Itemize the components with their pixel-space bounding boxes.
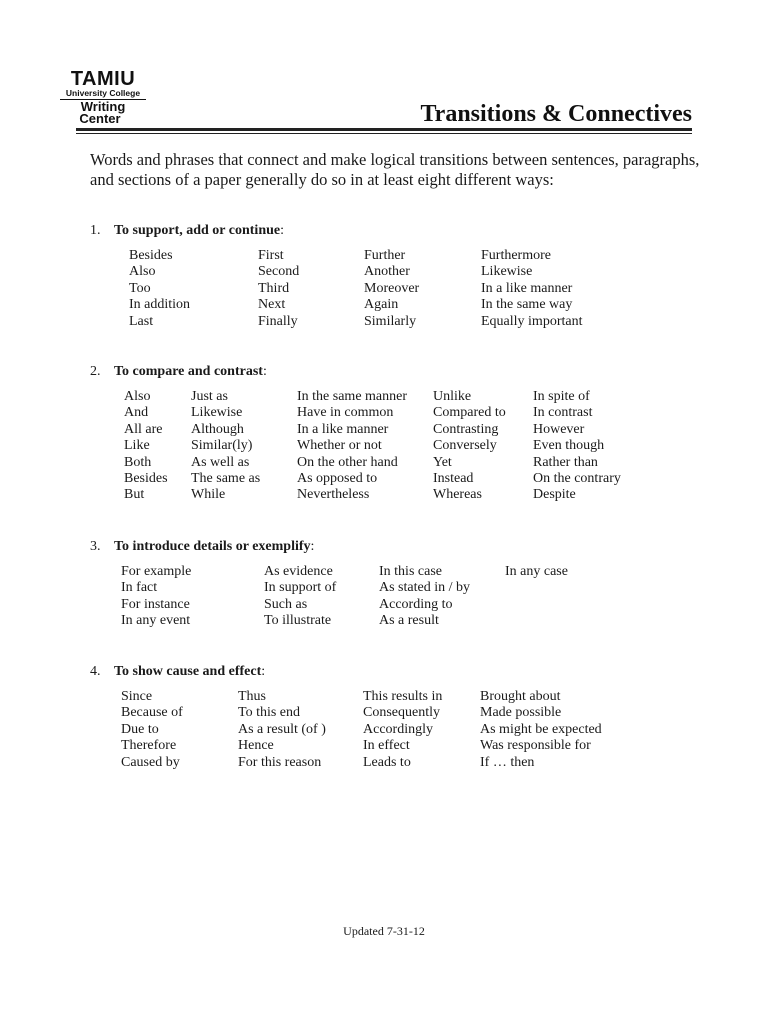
transition-word: Also [129, 264, 156, 280]
section-heading-colon: : [261, 664, 266, 679]
transition-word: Because of [121, 705, 183, 721]
word-column [129, 248, 190, 330]
section-heading-text: To show cause and effect [114, 664, 262, 679]
word-column [533, 389, 621, 504]
transition-word: Accordingly [363, 721, 433, 737]
transition-word: As well as [191, 454, 250, 470]
logo-wordmark: TAMIU [70, 68, 136, 90]
transition-word: Since [121, 689, 153, 704]
word-column [121, 564, 191, 630]
transition-word: Also [124, 389, 151, 404]
transition-word: Caused by [121, 754, 180, 770]
header-rule-thick [76, 128, 692, 131]
word-column [124, 389, 168, 504]
transition-word: Although [191, 421, 244, 437]
transition-word: Such as [264, 596, 308, 612]
updated-date-footer: Updated 7-31-12 [343, 924, 425, 938]
transition-word: Likewise [481, 264, 533, 280]
transition-word: Further [364, 248, 406, 263]
word-column [238, 689, 326, 771]
transition-word: This results in [363, 689, 443, 704]
transition-word: However [533, 421, 585, 437]
transition-word: While [191, 487, 226, 503]
transition-word: Consequently [363, 705, 440, 721]
section-number: 1. [90, 223, 101, 238]
transition-word: In any event [121, 613, 191, 629]
word-column [191, 389, 260, 504]
transition-word: Furthermore [481, 248, 551, 263]
transition-word: Like [124, 438, 150, 454]
logo-subtitle: University College [60, 89, 146, 100]
word-column [121, 689, 183, 771]
transition-word: Just as [191, 389, 228, 404]
transition-word: Made possible [480, 705, 562, 721]
transition-word: Was responsible for [480, 738, 591, 754]
transition-word: For instance [121, 596, 190, 612]
word-columns [90, 564, 568, 630]
transition-word: In the same manner [297, 389, 408, 404]
section-heading-colon: : [262, 364, 267, 379]
transition-word: But [124, 487, 145, 503]
transition-word: Thus [238, 689, 266, 704]
word-columns [90, 389, 621, 504]
transition-word: Brought about [480, 689, 561, 704]
transition-word: Even though [533, 438, 605, 454]
transition-word: Next [258, 297, 286, 313]
section-support-add-continue [90, 222, 583, 330]
transition-word: Nevertheless [297, 487, 370, 503]
transition-word: Third [258, 280, 290, 296]
section-cause-effect [90, 663, 602, 771]
transition-word: First [258, 248, 284, 263]
transition-word: Too [129, 280, 151, 296]
tamiu-writing-center-logo [58, 69, 148, 125]
transition-word: For this reason [238, 754, 322, 770]
transition-word: As a result [379, 613, 439, 629]
transition-word: On the other hand [297, 454, 398, 470]
transition-word: Besides [124, 470, 168, 486]
transition-word: Leads to [363, 754, 411, 770]
transition-word: In this case [379, 564, 442, 579]
transition-word: Instead [433, 470, 474, 486]
transition-word: On the contrary [533, 470, 621, 486]
section-heading-text: To introduce details or exemplify [114, 539, 311, 554]
word-column [505, 564, 568, 580]
transition-word: In support of [264, 580, 337, 596]
word-columns [90, 689, 602, 771]
transition-word: In a like manner [481, 280, 573, 296]
transition-word: The same as [191, 470, 261, 486]
transition-word: Therefore [121, 738, 177, 754]
transition-word: Contrasting [433, 421, 499, 437]
transition-word: In contrast [533, 405, 593, 421]
transition-word: Despite [533, 487, 576, 503]
section-number: 2. [90, 364, 101, 379]
transition-word: And [124, 405, 149, 421]
transition-word: In addition [129, 297, 191, 313]
transition-word: Another [364, 264, 410, 280]
transition-word: To illustrate [264, 613, 332, 629]
intro-paragraph: Words and phrases that connect and make logical transitions between sentences, paragraphs, and sections of a paper generally do so in at least eight different ways: [90, 150, 700, 189]
transition-word: Finally [258, 313, 298, 329]
transition-word: Similar(ly) [191, 438, 253, 454]
word-column [480, 689, 602, 771]
section-number: 3. [90, 539, 101, 554]
transition-word: Whereas [433, 487, 482, 503]
section-heading-colon: : [280, 223, 284, 238]
section-heading-text: To compare and contrast [114, 364, 263, 379]
transition-word: Both [124, 454, 152, 470]
transition-word: In effect [363, 738, 410, 754]
transition-word: Besides [129, 248, 173, 263]
section-heading [90, 538, 314, 556]
transition-word: In any case [505, 564, 568, 579]
transition-word: Whether or not [297, 438, 382, 454]
section-heading [90, 363, 267, 381]
transition-word: All are [124, 421, 163, 437]
transition-word: According to [379, 596, 453, 612]
section-compare-contrast [90, 363, 621, 504]
transition-word: Rather than [533, 454, 598, 470]
logo-center-text: Center [79, 111, 121, 126]
word-columns [90, 248, 583, 330]
transition-word: To this end [238, 705, 301, 721]
transition-word: As opposed to [297, 470, 378, 486]
transition-word: Moreover [364, 280, 420, 296]
transition-word: Unlike [433, 389, 472, 404]
word-column [481, 248, 582, 330]
transition-word: If … then [480, 754, 535, 770]
section-heading [90, 222, 284, 240]
logo-writing-text: Writing [80, 99, 126, 114]
word-column [364, 248, 419, 330]
transition-word: Likewise [191, 405, 243, 421]
transition-word: In spite of [533, 389, 590, 404]
word-column [258, 248, 299, 330]
section-heading-colon: : [310, 539, 315, 554]
transition-word: Last [129, 313, 154, 329]
word-column [264, 564, 336, 630]
transition-word: Have in common [297, 405, 394, 421]
transition-word: Hence [238, 738, 274, 754]
word-column [297, 389, 407, 504]
transition-word: Similarly [364, 313, 417, 329]
word-column [379, 564, 470, 630]
transition-word: Yet [433, 454, 452, 470]
word-column [363, 689, 442, 771]
transition-word: In fact [121, 580, 158, 596]
header-rule-thin [76, 133, 692, 134]
transition-word: As stated in / by [379, 580, 470, 596]
transition-word: In a like manner [297, 421, 389, 437]
transition-word: Again [364, 297, 399, 313]
transition-word: Due to [121, 721, 159, 737]
section-number: 4. [90, 664, 101, 679]
transition-word: Second [258, 264, 300, 280]
section-heading [90, 663, 265, 681]
transition-word: As might be expected [480, 721, 602, 737]
transition-word: Compared to [433, 405, 506, 421]
word-column [433, 389, 506, 504]
section-heading-text: To support, add or continue [114, 223, 281, 238]
transition-word: In the same way [481, 297, 573, 313]
page-title: Transitions & Connectives [420, 101, 692, 127]
transition-word: Conversely [433, 438, 497, 454]
section-introduce-details [90, 538, 568, 630]
transition-word: As a result (of ) [238, 721, 326, 737]
transition-word: As evidence [264, 564, 333, 579]
transition-word: Equally important [481, 313, 583, 329]
transition-word: For example [121, 564, 192, 579]
